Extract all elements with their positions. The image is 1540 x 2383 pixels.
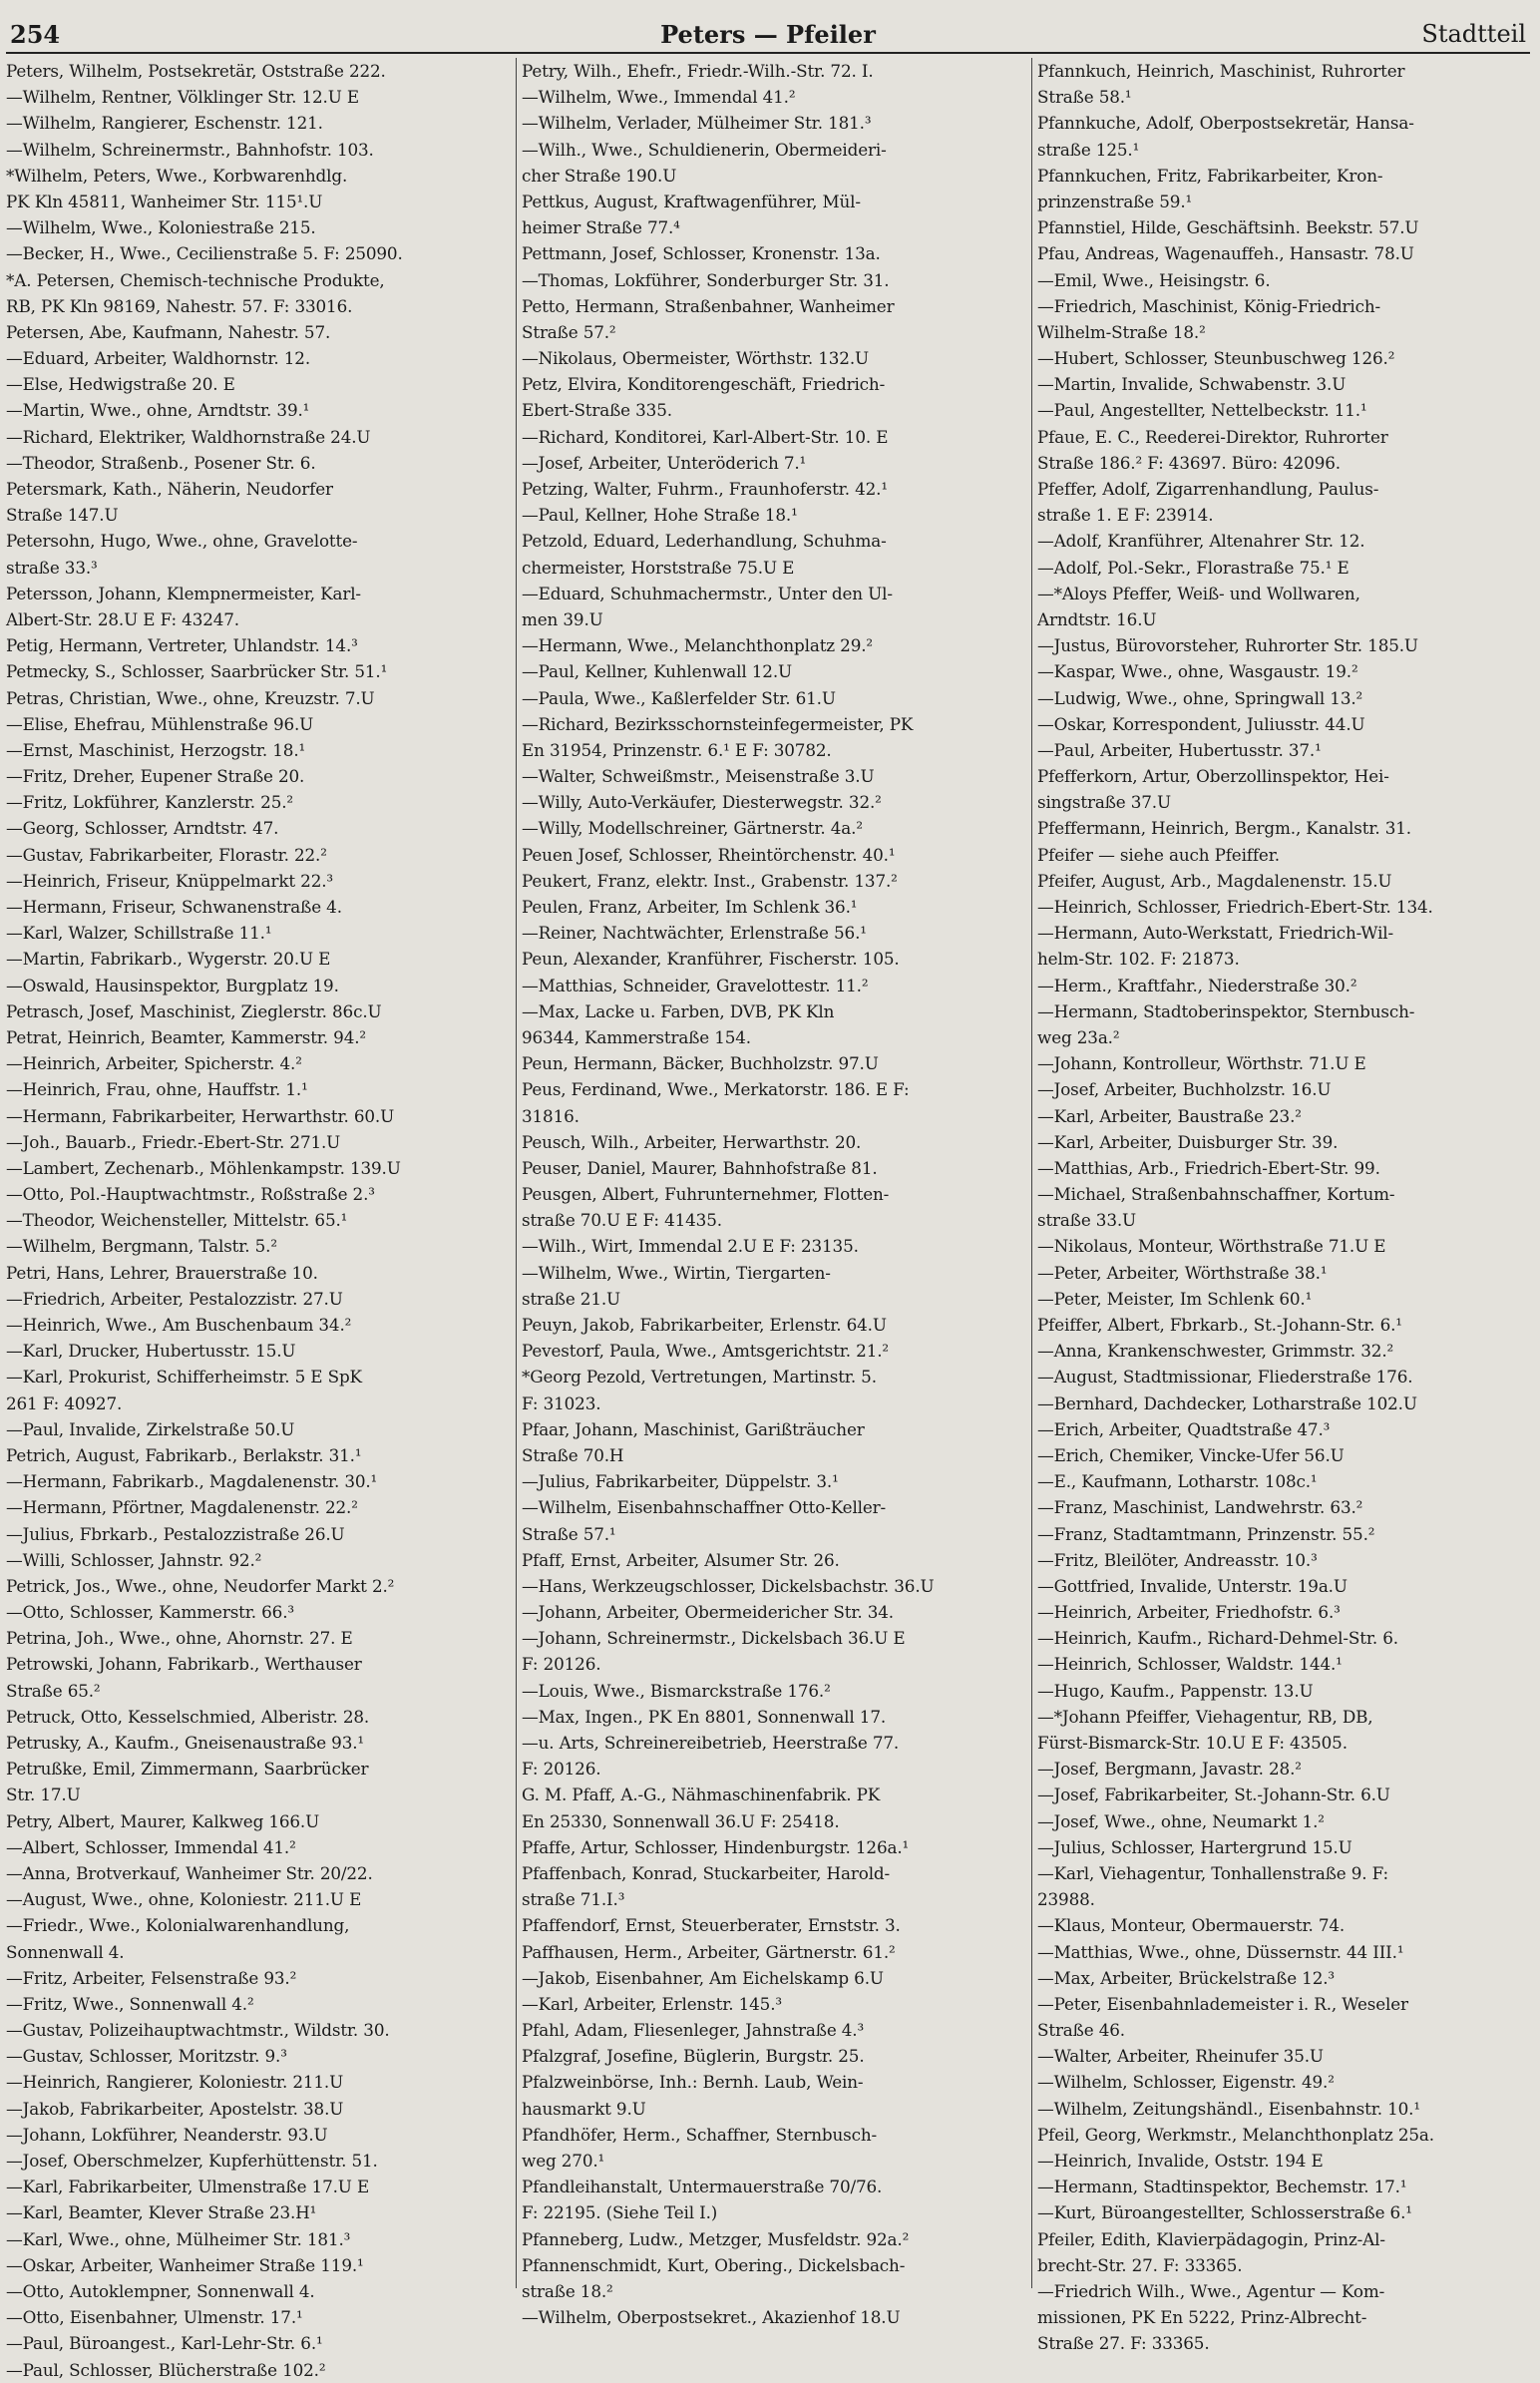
directory-entry-line: —Herm., Kraftfahr., Niederstraße 30.²	[1037, 975, 1357, 995]
directory-entry-line: Paffhausen, Herm., Arbeiter, Gärtnerstr. 61.²	[522, 1941, 896, 1962]
directory-entry-line: —Hermann, Auto-Werkstatt, Friedrich-Wil-	[1037, 923, 1394, 944]
directory-entry-line: —Friedrich, Arbeiter, Pestalozzistr. 27.U	[6, 1288, 343, 1309]
directory-entry-line: —Paul, Schlosser, Blücherstraße 102.²	[6, 2359, 326, 2380]
directory-entry-line: —Karl, Prokurist, Schifferheimstr. 5 E SpK	[6, 1367, 362, 1388]
directory-entry-line: —Max, Arbeiter, Brückelstraße 12.³	[1037, 1967, 1336, 1988]
directory-entry-line: —*Aloys Pfeffer, Weiß- und Wollwaren,	[1037, 583, 1360, 603]
directory-entry-line: —Oskar, Korrespondent, Juliusstr. 44.U	[1037, 713, 1365, 734]
directory-entry-line: Straße 57.¹	[522, 1523, 616, 1544]
directory-entry-line: —Heinrich, Kaufm., Richard-Dehmel-Str. 6.	[1037, 1628, 1398, 1649]
directory-entry-line: Pfannenschmidt, Kurt, Obering., Dickelsbach-	[522, 2254, 906, 2275]
directory-entry-line: Straße 147.U	[6, 505, 119, 526]
directory-entry-line: Pfaffenbach, Konrad, Stuckarbeiter, Harold-	[522, 1862, 891, 1883]
directory-entry-line: Peulen, Franz, Arbeiter, Im Schlenk 36.¹	[522, 897, 858, 917]
directory-entry-line: Pettmann, Josef, Schlosser, Kronenstr. 13a.	[522, 243, 881, 264]
page-header	[6, 16, 1530, 54]
directory-entry-line: Petry, Wilh., Ehefr., Friedr.-Wilh.-Str. 72. I.	[522, 61, 874, 81]
directory-entry-line: —Gustav, Schlosser, Moritzstr. 9.³	[6, 2046, 287, 2067]
directory-entry-line: Straße 46.	[1037, 2020, 1125, 2041]
directory-entry-line: —Thomas, Lokführer, Sonderburger Str. 31.	[522, 269, 890, 290]
directory-entry-line: —Walter, Schweißmstr., Meisenstraße 3.U	[522, 766, 875, 787]
directory-entry-line: Peuen Josef, Schlosser, Rheintörchenstr. 40.¹	[522, 844, 896, 865]
directory-entry-line: 96344, Kammerstraße 154.	[522, 1026, 751, 1047]
directory-entry-line: *Wilhelm, Peters, Wwe., Korbwarenhdlg.	[6, 165, 348, 186]
directory-entry-line: —Wilhelm, Wwe., Immendal 41.²	[522, 87, 796, 108]
directory-entry-line: Petersohn, Hugo, Wwe., ohne, Gravelotte-	[6, 531, 358, 552]
directory-entry-line: Petrat, Heinrich, Beamter, Kammerstr. 94.²	[6, 1026, 366, 1047]
directory-entry-line: 31816.	[522, 1105, 579, 1126]
directory-entry-line: —Johann, Arbeiter, Obermeidericher Str. 34.	[522, 1602, 894, 1623]
directory-entry-line: —Johann, Lokführer, Neanderstr. 93.U	[6, 2124, 328, 2145]
directory-entry-line: missionen, PK En 5222, Prinz-Albrecht-	[1037, 2307, 1367, 2328]
directory-entry-line: F: 20126.	[522, 1654, 601, 1675]
directory-entry-line: En 31954, Prinzenstr. 6.¹ E F: 30782.	[522, 739, 832, 760]
directory-entry-line: Pfanneberg, Ludw., Metzger, Musfeldstr. 92a.²	[522, 2228, 910, 2249]
directory-entry-line: Petzold, Eduard, Lederhandlung, Schuhma-	[522, 531, 887, 552]
directory-entry-line: —Otto, Schlosser, Kammerstr. 66.³	[6, 1602, 294, 1623]
directory-entry-line: —Erich, Chemiker, Vincke-Ufer 56.U	[1037, 1444, 1345, 1465]
directory-entry-line: —Julius, Fabrikarbeiter, Düppelstr. 3.¹	[522, 1471, 839, 1492]
section-label: Stadtteil	[1421, 20, 1526, 48]
directory-entry-line: Peukert, Franz, elektr. Inst., Grabenstr. 137.²	[522, 870, 898, 891]
directory-entry-line: —Georg, Schlosser, Arndtstr. 47.	[6, 818, 279, 839]
directory-entry-line: —Matthias, Arb., Friedrich-Ebert-Str. 99.	[1037, 1157, 1380, 1178]
directory-entry-line: —Wilhelm, Eisenbahnschaffner Otto-Keller-	[522, 1497, 887, 1518]
directory-entry-line: Straße 186.² F: 43697. Büro: 42096.	[1037, 452, 1341, 473]
directory-entry-line: —Josef, Wwe., ohne, Neumarkt 1.²	[1037, 1810, 1325, 1831]
directory-entry-line: Wilhelm-Straße 18.²	[1037, 321, 1206, 342]
directory-entry-line: Pfandleihanstalt, Untermauerstraße 70/76.	[522, 2177, 883, 2197]
directory-entry-line: —Lambert, Zechenarb., Möhlenkampstr. 139.U	[6, 1157, 401, 1178]
directory-entry-line: Petruck, Otto, Kesselschmied, Alberistr. 28.	[6, 1706, 370, 1727]
column-middle	[522, 58, 1027, 2328]
directory-entry-line: —Karl, Arbeiter, Duisburger Str. 39.	[1037, 1131, 1339, 1152]
directory-entry-line: Straße 57.²	[522, 321, 616, 342]
directory-entry-line: Petzing, Walter, Fuhrm., Fraunhoferstr. 42.¹	[522, 479, 888, 499]
directory-entry-line: —Becker, H., Wwe., Cecilienstraße 5. F: 25090.	[6, 243, 403, 264]
directory-entry-line: —Martin, Wwe., ohne, Arndtstr. 39.¹	[6, 400, 310, 421]
directory-entry-line: Pfalzgraf, Josefine, Büglerin, Burgstr. 25.	[522, 2046, 865, 2067]
directory-entry-line: —Wilhelm, Wwe., Koloniestraße 215.	[6, 217, 316, 238]
directory-entry-line: —Ludwig, Wwe., ohne, Springwall 13.²	[1037, 687, 1363, 708]
directory-entry-line: —Hermann, Friseur, Schwanenstraße 4.	[6, 897, 342, 917]
directory-entry-line: —Oswald, Hausinspektor, Burgplatz 19.	[6, 975, 339, 995]
directory-entry-line: Peters, Wilhelm, Postsekretär, Oststraße 222.	[6, 61, 386, 81]
directory-entry-line: Petersmark, Kath., Näherin, Neudorfer	[6, 479, 333, 499]
directory-entry-line: Pettkus, August, Kraftwagenführer, Mül-	[522, 191, 861, 211]
directory-entry-line: —Heinrich, Arbeiter, Friedhofstr. 6.³	[1037, 1602, 1341, 1623]
directory-entry-line: Peun, Hermann, Bäcker, Buchholzstr. 97.U	[522, 1053, 879, 1074]
directory-entry-line: —Karl, Viehagentur, Tonhallenstraße 9. F:	[1037, 1862, 1389, 1883]
directory-entry-line: Sonnenwall 4.	[6, 1941, 125, 1962]
directory-entry-line: Pfaffe, Artur, Schlosser, Hindenburgstr. 126a.¹	[522, 1836, 910, 1857]
directory-entry-line: —Paul, Angestellter, Nettelbeckstr. 11.¹	[1037, 400, 1367, 421]
directory-entry-line: —Ernst, Maschinist, Herzogstr. 18.¹	[6, 739, 306, 760]
directory-entry-line: —Richard, Konditorei, Karl-Albert-Str. 10. E	[522, 426, 889, 447]
directory-entry-line: Petto, Hermann, Straßenbahner, Wanheimer	[522, 295, 895, 316]
directory-entry-line: —Max, Ingen., PK En 8801, Sonnenwall 17.	[522, 1706, 887, 1727]
directory-entry-line: —Fritz, Arbeiter, Felsenstraße 93.²	[6, 1967, 297, 1988]
directory-entry-line: —Gustav, Fabrikarbeiter, Florastr. 22.²	[6, 844, 327, 865]
directory-entry-line: —Theodor, Straßenb., Posener Str. 6.	[6, 452, 316, 473]
directory-entry-line: —Heinrich, Invalide, Oststr. 194 E	[1037, 2151, 1324, 2171]
directory-entry-line: Petrußke, Emil, Zimmermann, Saarbrücker	[6, 1759, 369, 1780]
directory-entry-line: —Wilhelm, Schreinermstr., Bahnhofstr. 103.	[6, 139, 374, 160]
directory-entry-line: —Paul, Kellner, Hohe Straße 18.¹	[522, 505, 798, 526]
directory-entry-line: Peus, Ferdinand, Wwe., Merkatorstr. 186. E F:	[522, 1079, 910, 1100]
directory-entry-line: —Wilhelm, Oberpostsekret., Akazienhof 18.U	[522, 2307, 901, 2328]
directory-entry-line: Pfeiffer, Albert, Fbrkarb., St.-Johann-Str. 6.¹	[1037, 1315, 1402, 1335]
directory-entry-line: —Adolf, Pol.-Sekr., Florastraße 75.¹ E	[1037, 557, 1349, 578]
directory-entry-line: Petersson, Johann, Klempnermeister, Karl-	[6, 583, 361, 603]
directory-entry-line: —Anna, Brotverkauf, Wanheimer Str. 20/22.	[6, 1862, 373, 1883]
directory-entry-line: —Hermann, Wwe., Melanchthonplatz 29.²	[522, 635, 873, 656]
directory-entry-line: —Heinrich, Friseur, Knüppelmarkt 22.³	[6, 870, 334, 891]
column-right	[1037, 58, 1530, 2354]
directory-entry-line: —Peter, Arbeiter, Wörthstraße 38.¹	[1037, 1262, 1328, 1283]
directory-entry-line: Pfannkuch, Heinrich, Maschinist, Ruhrorter	[1037, 61, 1405, 81]
directory-entry-line: —Karl, Arbeiter, Erlenstr. 145.³	[522, 1993, 782, 2014]
directory-entry-line: Pfeifer — siehe auch Pfeiffer.	[1037, 844, 1280, 865]
directory-entry-line: —Josef, Oberschmelzer, Kupferhüttenstr. 51.	[6, 2151, 378, 2171]
directory-entry-line: —Else, Hedwigstraße 20. E	[6, 374, 235, 395]
directory-entry-line: 261 F: 40927.	[6, 1392, 123, 1413]
directory-entry-line: —Reiner, Nachtwächter, Erlenstraße 56.¹	[522, 923, 867, 944]
directory-entry-line: *Georg Pezold, Vertretungen, Martinstr. 5.	[522, 1367, 877, 1388]
directory-entry-line: —Peter, Meister, Im Schlenk 60.¹	[1037, 1288, 1313, 1309]
directory-entry-line: —Karl, Arbeiter, Baustraße 23.²	[1037, 1105, 1302, 1126]
directory-entry-line: —Josef, Bergmann, Javastr. 28.²	[1037, 1759, 1302, 1780]
directory-entry-line: —Nikolaus, Monteur, Wörthstraße 71.U E	[1037, 1236, 1386, 1257]
directory-entry-line: —Wilhelm, Wwe., Wirtin, Tiergarten-	[522, 1262, 831, 1283]
directory-entry-line: —Heinrich, Schlosser, Waldstr. 144.¹	[1037, 1654, 1343, 1675]
directory-entry-line: straße 33.U	[1037, 1210, 1137, 1231]
directory-entry-line: Pfannkuche, Adolf, Oberpostsekretär, Hansa-	[1037, 113, 1414, 134]
directory-entry-line: straße 71.I.³	[522, 1889, 625, 1910]
directory-entry-line: —Paul, Arbeiter, Hubertusstr. 37.¹	[1037, 739, 1322, 760]
directory-entry-line: —Kaspar, Wwe., ohne, Wasgaustr. 19.²	[1037, 661, 1358, 682]
directory-entry-line: —Eduard, Schuhmachermstr., Unter den Ul-	[522, 583, 893, 603]
directory-entry-line: straße 70.U E F: 41435.	[522, 1210, 722, 1231]
directory-entry-line: F: 22195. (Siehe Teil I.)	[522, 2202, 718, 2223]
directory-entry-line: Pfefferkorn, Artur, Oberzollinspektor, Hei-	[1037, 766, 1389, 787]
directory-entry-line: chermeister, Horststraße 75.U E	[522, 557, 795, 578]
directory-entry-line: —Julius, Schlosser, Hartergrund 15.U	[1037, 1836, 1352, 1857]
directory-entry-line: —Kurt, Büroangestellter, Schlosserstraße 6.¹	[1037, 2202, 1412, 2223]
directory-entry-line: —Fritz, Lokführer, Kanzlerstr. 25.²	[6, 792, 293, 813]
directory-entry-line: —Fritz, Wwe., Sonnenwall 4.²	[6, 1993, 254, 2014]
directory-entry-line: weg 23a.²	[1037, 1026, 1120, 1047]
directory-entry-line: heimer Straße 77.⁴	[522, 217, 680, 238]
directory-entry-line: Petz, Elvira, Konditorengeschäft, Friedrich-	[522, 374, 886, 395]
directory-entry-line: —Erich, Arbeiter, Quadtstraße 47.³	[1037, 1418, 1331, 1439]
directory-entry-line: Petrowski, Johann, Fabrikarb., Werthauser	[6, 1654, 362, 1675]
directory-entry-line: —Gottfried, Invalide, Unterstr. 19a.U	[1037, 1575, 1348, 1596]
directory-entry-line: —Otto, Eisenbahner, Ulmenstr. 17.¹	[6, 2307, 303, 2328]
directory-entry-line: —Justus, Bürovorsteher, Ruhrorter Str. 185.U	[1037, 635, 1418, 656]
directory-entry-line: Pfahl, Adam, Fliesenleger, Jahnstraße 4.³	[522, 2020, 865, 2041]
directory-entry-line: straße 125.¹	[1037, 139, 1140, 160]
directory-entry-line: —Friedrich, Maschinist, König-Friedrich-	[1037, 295, 1381, 316]
directory-entry-line: —Heinrich, Frau, ohne, Hauffstr. 1.¹	[6, 1079, 308, 1100]
directory-entry-line: Pfaue, E. C., Reederei-Direktor, Ruhrorter	[1037, 426, 1388, 447]
directory-entry-line: Petry, Albert, Maurer, Kalkweg 166.U	[6, 1810, 320, 1831]
directory-entry-line: En 25330, Sonnenwall 36.U F: 25418.	[522, 1810, 840, 1831]
directory-entry-line: Straße 58.¹	[1037, 87, 1132, 108]
directory-entry-line: —Jakob, Fabrikarbeiter, Apostelstr. 38.U	[6, 2098, 344, 2119]
directory-entry-line: prinzenstraße 59.¹	[1037, 191, 1193, 211]
directory-entry-line: Pevestorf, Paula, Wwe., Amtsgerichtstr. 21.²	[522, 1341, 889, 1362]
directory-entry-line: Petersen, Abe, Kaufmann, Nahestr. 57.	[6, 321, 331, 342]
columns-area	[6, 58, 1530, 2380]
directory-entry-line: F: 31023.	[522, 1392, 601, 1413]
directory-entry-line: Petrich, August, Fabrikarb., Berlakstr. 31.¹	[6, 1444, 362, 1465]
directory-entry-line: Petig, Hermann, Vertreter, Uhlandstr. 14.³	[6, 635, 358, 656]
directory-entry-line: helm-Str. 102. F: 21873.	[1037, 949, 1240, 970]
directory-entry-line: —Klaus, Monteur, Obermauerstr. 74.	[1037, 1915, 1346, 1936]
directory-entry-line: —*Johann Pfeiffer, Viehagentur, RB, DB,	[1037, 1706, 1373, 1727]
directory-entry-line: Arndtstr. 16.U	[1037, 608, 1157, 629]
directory-entry-line: Pfau, Andreas, Wagenauffeh., Hansastr. 78.U	[1037, 243, 1414, 264]
directory-entry-line: —Elise, Ehefrau, Mühlenstraße 96.U	[6, 713, 314, 734]
directory-entry-line: —Adolf, Kranführer, Altenahrer Str. 12.	[1037, 531, 1365, 552]
directory-entry-line: —Heinrich, Arbeiter, Spicherstr. 4.²	[6, 1053, 302, 1074]
directory-entry-line: —Max, Lacke u. Farben, DVB, PK Kln	[522, 1000, 835, 1021]
directory-entry-line: —Paul, Invalide, Zirkelstraße 50.U	[6, 1418, 295, 1439]
directory-entry-line: —Willy, Modellschreiner, Gärtnerstr. 4a.²	[522, 818, 863, 839]
directory-entry-line: —Willy, Auto-Verkäufer, Diesterwegstr. 32.²	[522, 792, 882, 813]
directory-entry-line: —Josef, Fabrikarbeiter, St.-Johann-Str. 6.U	[1037, 1785, 1390, 1805]
directory-entry-line: Petrasch, Josef, Maschinist, Zieglerstr. 86c.U	[6, 1000, 382, 1021]
directory-entry-line: Pfeifer, August, Arb., Magdalenenstr. 15.U	[1037, 870, 1392, 891]
directory-entry-line: —Willi, Schlosser, Jahnstr. 92.²	[6, 1549, 262, 1570]
directory-entry-line: 23988.	[1037, 1889, 1095, 1910]
directory-entry-line: —Heinrich, Wwe., Am Buschenbaum 34.²	[6, 1315, 352, 1335]
directory-entry-line: —Otto, Autoklempner, Sonnenwall 4.	[6, 2280, 315, 2301]
directory-entry-line: F: 20126.	[522, 1759, 601, 1780]
directory-entry-line: —Anna, Krankenschwester, Grimmstr. 32.²	[1037, 1341, 1394, 1362]
directory-entry-line: Straße 65.²	[6, 1680, 101, 1701]
directory-entry-line: straße 18.²	[522, 2280, 613, 2301]
directory-entry-line: Ebert-Straße 335.	[522, 400, 672, 421]
directory-entry-line: —Nikolaus, Obermeister, Wörthstr. 132.U	[522, 348, 870, 369]
directory-entry-line: —Louis, Wwe., Bismarckstraße 176.²	[522, 1680, 831, 1701]
directory-entry-line: —u. Arts, Schreinereibetrieb, Heerstraße 77.	[522, 1733, 900, 1753]
directory-entry-line: —Josef, Arbeiter, Unteröderich 7.¹	[522, 452, 807, 473]
directory-entry-line: Pfannstiel, Hilde, Geschäftsinh. Beekstr. 57.U	[1037, 217, 1419, 238]
directory-entry-line: —Wilhelm, Schlosser, Eigenstr. 49.²	[1037, 2072, 1335, 2093]
directory-entry-line: —Hermann, Stadtinspektor, Bechemstr. 17.¹	[1037, 2177, 1407, 2197]
directory-entry-line: —August, Stadtmissionar, Fliederstraße 176.	[1037, 1367, 1413, 1388]
directory-entry-line: Straße 70.H	[522, 1444, 624, 1465]
directory-entry-line: —Michael, Straßenbahnschaffner, Kortum-	[1037, 1184, 1395, 1205]
directory-entry-line: —Richard, Elektriker, Waldhornstraße 24.U	[6, 426, 371, 447]
directory-entry-line: —E., Kaufmann, Lotharstr. 108c.¹	[1037, 1471, 1318, 1492]
directory-entry-line: Pfandhöfer, Herm., Schaffner, Sternbusch-	[522, 2124, 878, 2145]
directory-entry-line: Pfannkuchen, Fritz, Fabrikarbeiter, Kron-	[1037, 165, 1383, 186]
directory-entry-line: —Walter, Arbeiter, Rheinufer 35.U	[1037, 2046, 1324, 2067]
directory-entry-line: —Hubert, Schlosser, Steunbuschweg 126.²	[1037, 348, 1395, 369]
directory-entry-line: —Josef, Arbeiter, Buchholzstr. 16.U	[1037, 1079, 1332, 1100]
directory-entry-line: —Emil, Wwe., Heisingstr. 6.	[1037, 269, 1271, 290]
directory-entry-line: —Karl, Wwe., ohne, Mülheimer Str. 181.³	[6, 2228, 351, 2249]
directory-entry-line: Pfaar, Johann, Maschinist, Garißträucher	[522, 1418, 865, 1439]
directory-entry-line: straße 33.³	[6, 557, 98, 578]
directory-entry-line: —Matthias, Wwe., ohne, Düssernstr. 44 III.¹	[1037, 1941, 1404, 1962]
directory-entry-line: —Hermann, Fabrikarbeiter, Herwarthstr. 60.U	[6, 1105, 395, 1126]
directory-entry-line: —Julius, Fbrkarb., Pestalozzistraße 26.U	[6, 1523, 345, 1544]
directory-entry-line: —Wilh., Wwe., Schuldienerin, Obermeideri-	[522, 139, 887, 160]
column-left	[6, 58, 512, 2380]
directory-entry-line: straße 21.U	[522, 1288, 621, 1309]
directory-entry-line: —Joh., Bauarb., Friedr.-Ebert-Str. 271.U	[6, 1131, 341, 1152]
directory-entry-line: —Oskar, Arbeiter, Wanheimer Straße 119.¹	[6, 2254, 364, 2275]
directory-entry-line: —Wilhelm, Rangierer, Eschenstr. 121.	[6, 113, 323, 134]
directory-entry-line: —Karl, Beamter, Klever Straße 23.H¹	[6, 2202, 317, 2223]
directory-entry-line: —Johann, Kontrolleur, Wörthstr. 71.U E	[1037, 1053, 1366, 1074]
directory-entry-line: PK Kln 45811, Wanheimer Str. 115¹.U	[6, 191, 323, 211]
directory-entry-line: —Johann, Schreinermstr., Dickelsbach 36.U E	[522, 1628, 906, 1649]
directory-entry-line: —Hugo, Kaufm., Pappenstr. 13.U	[1037, 1680, 1314, 1701]
directory-entry-line: Albert-Str. 28.U E F: 43247.	[6, 608, 239, 629]
directory-entry-line: —Hermann, Pförtner, Magdalenenstr. 22.²	[6, 1497, 358, 1518]
directory-entry-line: weg 270.¹	[522, 2151, 605, 2171]
directory-entry-line: —Hans, Werkzeugschlosser, Dickelsbachstr. 36.U	[522, 1575, 935, 1596]
directory-entry-line: —Wilhelm, Verlader, Mülheimer Str. 181.³	[522, 113, 872, 134]
directory-entry-line: Petmecky, S., Schlosser, Saarbrücker Str. 51.¹	[6, 661, 388, 682]
directory-entry-line: brecht-Str. 27. F: 33365.	[1037, 2254, 1243, 2275]
directory-entry-line: —Franz, Maschinist, Landwehrstr. 63.²	[1037, 1497, 1363, 1518]
directory-entry-line: cher Straße 190.U	[522, 165, 677, 186]
directory-entry-line: —Heinrich, Schlosser, Friedrich-Ebert-Str. 134.	[1037, 897, 1433, 917]
directory-entry-line: —Martin, Invalide, Schwabenstr. 3.U	[1037, 374, 1347, 395]
directory-entry-line: —Martin, Fabrikarb., Wygerstr. 20.U E	[6, 949, 331, 970]
directory-entry-line: straße 1. E F: 23914.	[1037, 505, 1214, 526]
directory-entry-line: —Bernhard, Dachdecker, Lotharstraße 102.U	[1037, 1392, 1417, 1413]
directory-entry-line: —Paula, Wwe., Kaßlerfelder Str. 61.U	[522, 687, 836, 708]
directory-entry-line: Petras, Christian, Wwe., ohne, Kreuzstr. 7.U	[6, 687, 375, 708]
page-number: 254	[10, 20, 61, 49]
directory-entry-line: —Fritz, Bleilöter, Andreasstr. 10.³	[1037, 1549, 1318, 1570]
directory-entry-line: Petri, Hans, Lehrer, Brauerstraße 10.	[6, 1262, 318, 1283]
directory-entry-line: —Wilhelm, Rentner, Völklinger Str. 12.U E	[6, 87, 359, 108]
directory-entry-line: singstraße 37.U	[1037, 792, 1171, 813]
directory-entry-line: —August, Wwe., ohne, Koloniestr. 211.U E	[6, 1889, 362, 1910]
directory-entry-line: Peun, Alexander, Kranführer, Fischerstr. 105.	[522, 949, 900, 970]
directory-entry-line: Peuser, Daniel, Maurer, Bahnhofstraße 81.	[522, 1157, 878, 1178]
directory-entry-line: —Wilhelm, Bergmann, Talstr. 5.²	[6, 1236, 277, 1257]
directory-entry-line: Peusgen, Albert, Fuhrunternehmer, Flotten-	[522, 1184, 890, 1205]
directory-entry-line: Straße 27. F: 33365.	[1037, 2333, 1210, 2354]
directory-entry-line: Petrina, Joh., Wwe., ohne, Ahornstr. 27. E	[6, 1628, 353, 1649]
directory-entry-line: hausmarkt 9.U	[522, 2098, 646, 2119]
directory-entry-line: Pfeffer, Adolf, Zigarrenhandlung, Paulus-	[1037, 479, 1379, 499]
directory-entry-line: —Heinrich, Rangierer, Koloniestr. 211.U	[6, 2072, 344, 2093]
column-divider	[516, 58, 517, 2288]
directory-entry-line: Peuyn, Jakob, Fabrikarbeiter, Erlenstr. 64.U	[522, 1315, 887, 1335]
directory-entry-line: —Wilhelm, Zeitungshändl., Eisenbahnstr. 10.¹	[1037, 2098, 1420, 2119]
directory-entry-line: —Eduard, Arbeiter, Waldhornstr. 12.	[6, 348, 311, 369]
directory-entry-line: *A. Petersen, Chemisch-technische Produkte,	[6, 269, 385, 290]
directory-entry-line: —Hermann, Stadtoberinspektor, Sternbusch-	[1037, 1000, 1415, 1021]
directory-entry-line: —Theodor, Weichensteller, Mittelstr. 65.¹	[6, 1210, 348, 1231]
directory-entry-line: —Gustav, Polizeihauptwachtmstr., Wildstr. 30.	[6, 2020, 390, 2041]
directory-entry-line: —Richard, Bezirksschornsteinfegermeister, PK	[522, 713, 914, 734]
directory-entry-line: RB, PK Kln 98169, Nahestr. 57. F: 33016.	[6, 295, 353, 316]
directory-entry-line: Peusch, Wilh., Arbeiter, Herwarthstr. 20.	[522, 1131, 862, 1152]
directory-entry-line: —Albert, Schlosser, Immendal 41.²	[6, 1836, 296, 1857]
directory-entry-line: —Wilh., Wirt, Immendal 2.U E F: 23135.	[522, 1236, 859, 1257]
directory-entry-line: Pfalzweinbörse, Inh.: Bernh. Laub, Wein-	[522, 2072, 864, 2093]
directory-entry-line: Str. 17.U	[6, 1785, 81, 1805]
directory-entry-line: —Karl, Drucker, Hubertusstr. 15.U	[6, 1341, 296, 1362]
directory-entry-line: Pfaff, Ernst, Arbeiter, Alsumer Str. 26.	[522, 1549, 840, 1570]
directory-entry-line: —Friedr., Wwe., Kolonialwarenhandlung,	[6, 1915, 350, 1936]
directory-entry-line: —Hermann, Fabrikarb., Magdalenenstr. 30.¹	[6, 1471, 378, 1492]
directory-entry-line: —Karl, Walzer, Schillstraße 11.¹	[6, 923, 272, 944]
directory-entry-line: Pfeil, Georg, Werkmstr., Melanchthonplatz 25a.	[1037, 2124, 1434, 2145]
directory-entry-line: Petrusky, A., Kaufm., Gneisenaustraße 93.¹	[6, 1733, 364, 1753]
directory-entry-line: —Peter, Eisenbahnlademeister i. R., Weseler	[1037, 1993, 1408, 2014]
directory-entry-line: —Fritz, Dreher, Eupener Straße 20.	[6, 766, 305, 787]
directory-entry-line: —Paul, Büroangest., Karl-Lehr-Str. 6.¹	[6, 2333, 323, 2354]
directory-entry-line: —Matthias, Schneider, Gravelottestr. 11.²	[522, 975, 869, 995]
directory-entry-line: Pfaffendorf, Ernst, Steuerberater, Ernststr. 3.	[522, 1915, 901, 1936]
directory-entry-line: —Jakob, Eisenbahner, Am Eichelskamp 6.U	[522, 1967, 884, 1988]
directory-entry-line: —Karl, Fabrikarbeiter, Ulmenstraße 17.U E	[6, 2177, 370, 2197]
directory-entry-line: Petrick, Jos., Wwe., ohne, Neudorfer Markt 2.²	[6, 1575, 395, 1596]
directory-entry-line: —Paul, Kellner, Kuhlenwall 12.U	[522, 661, 793, 682]
page-title: Peters — Pfeiler	[660, 20, 876, 49]
column-divider	[1031, 58, 1032, 2288]
directory-entry-line: Fürst-Bismarck-Str. 10.U E F: 43505.	[1037, 1733, 1348, 1753]
directory-entry-line: —Franz, Stadtamtmann, Prinzenstr. 55.²	[1037, 1523, 1375, 1544]
directory-entry-line: men 39.U	[522, 608, 603, 629]
directory-entry-line: Pfeffermann, Heinrich, Bergm., Kanalstr. 31.	[1037, 818, 1411, 839]
directory-entry-line: Pfeiler, Edith, Klavierpädagogin, Prinz-Al-	[1037, 2228, 1385, 2249]
directory-entry-line: —Friedrich Wilh., Wwe., Agentur — Kom-	[1037, 2280, 1385, 2301]
directory-entry-line: —Otto, Pol.-Hauptwachtmstr., Roßstraße 2.³	[6, 1184, 375, 1205]
directory-entry-line: G. M. Pfaff, A.-G., Nähmaschinenfabrik. PK	[522, 1785, 881, 1805]
